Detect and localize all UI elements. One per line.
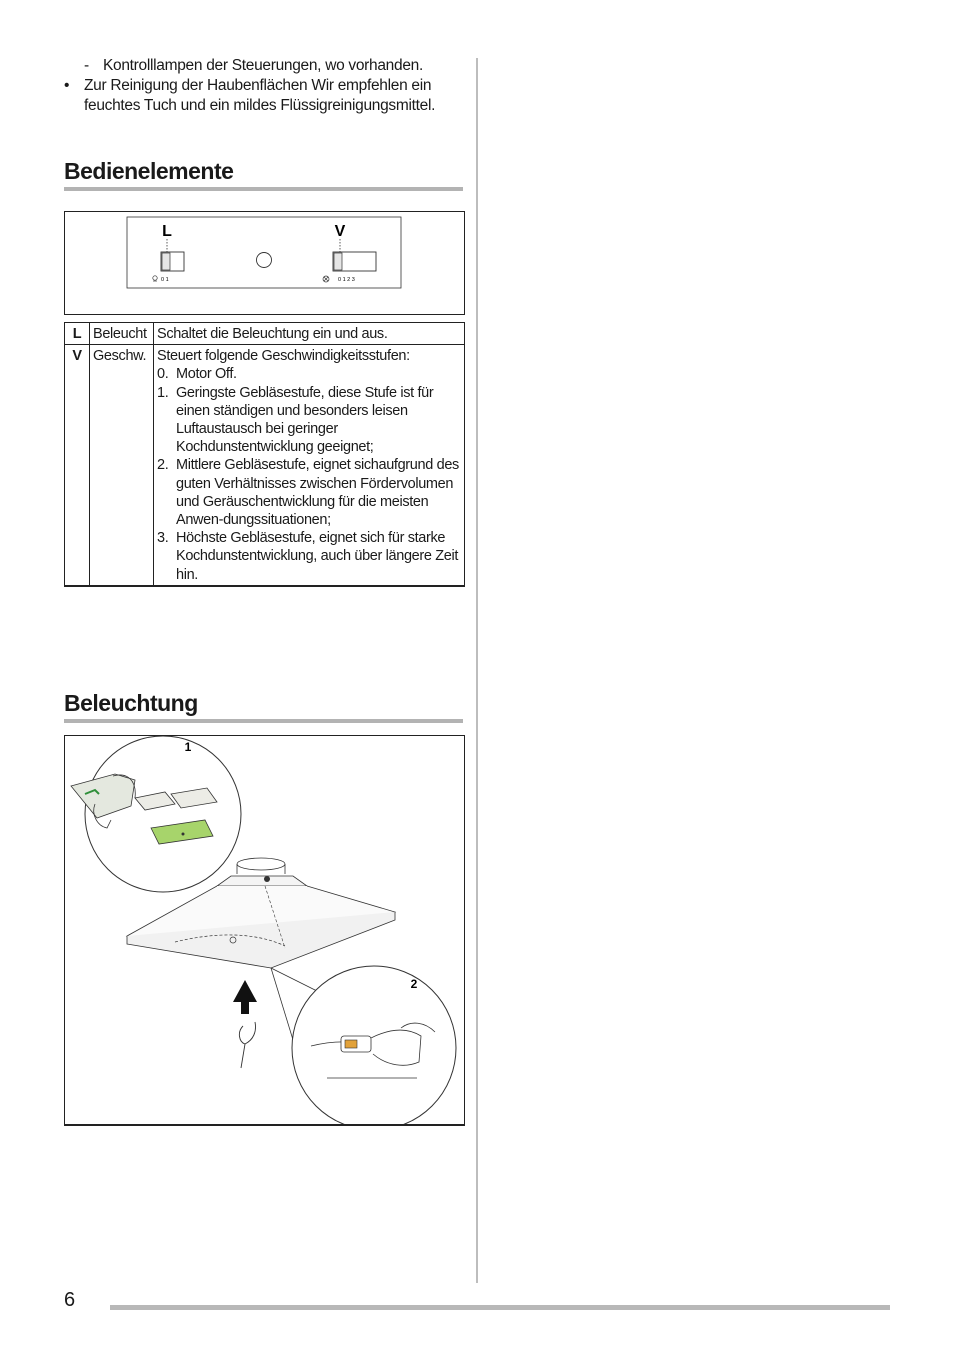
footer-rule [110, 1305, 890, 1310]
dash-marker: - [84, 57, 89, 74]
list-number: 1. [157, 384, 169, 401]
controls-table [64, 322, 465, 587]
list-item [157, 529, 461, 584]
table-name: Geschw. [90, 345, 154, 586]
control-panel-drawing [65, 212, 464, 314]
switch-v-positions: 0 1 2 3 [338, 277, 355, 283]
column-divider [476, 58, 478, 1283]
up-arrow-icon [233, 980, 257, 1014]
table-key: V [65, 345, 90, 586]
indicator-lamp [257, 253, 272, 268]
page-number: 6 [64, 1289, 76, 1311]
list-text: Geringste Gebläsestufe, diese Stufe ist für einen ständigen und besonders leisen Luftaustausch bei geringer Kochdunstentwicklung geeignet; [176, 384, 434, 456]
step-1-label: 1 [184, 740, 192, 754]
table-key: L [65, 323, 90, 345]
dash-list-item [64, 56, 464, 76]
hand-icon [239, 1022, 255, 1068]
table-name: Beleucht [90, 323, 154, 345]
table-description: Schaltet die Beleuchtung ein und aus. [154, 323, 465, 345]
dash-list-text: Kontrolllampen der Steuerungen, wo vorhanden. [103, 57, 423, 74]
list-number: 3. [157, 530, 169, 547]
intro-text [64, 56, 464, 116]
switch-l-positions: 0 1 [161, 277, 169, 283]
bullet-marker: • [64, 77, 70, 94]
list-number: 0. [157, 366, 169, 383]
control-panel-illustration [64, 211, 465, 315]
section-heading-controls: Bedienelemente [64, 158, 463, 191]
detail-circle-1 [71, 736, 241, 892]
list-text: Mittlere Gebläsestufe, eignet sichaufgrund des guten Verhältnisses zwischen Fördervolumen und Geräuschentwicklung für die meisten Anwen-dungssituationen; [176, 457, 459, 529]
step-2-label: 2 [410, 977, 418, 991]
list-item [157, 384, 461, 457]
table-description [154, 345, 465, 586]
lighting-figure [64, 735, 465, 1126]
table-row [65, 345, 465, 586]
speed-intro: Steuert folgende Geschwindigkeitsstufen: [157, 348, 410, 365]
switch-l-knob [162, 253, 170, 270]
list-text: Motor Off. [176, 366, 237, 383]
switch-l-label: L [162, 223, 172, 240]
list-item [157, 365, 461, 383]
bullet-list-text: Zur Reinigung der Haubenflächen Wir empfehlen ein feuchtes Tuch und ein mildes Flüssigreinigungsmittel. [84, 77, 436, 114]
detail-circle-2 [292, 966, 456, 1124]
bullet-list-item [64, 76, 464, 116]
switch-v-label: V [334, 223, 346, 240]
table-row [65, 323, 465, 345]
switch-v-knob [334, 253, 342, 270]
list-text: Höchste Gebläsestufe, eignet sich für starke Kochdunstentwicklung, auch über längere Zeit hin. [176, 530, 459, 583]
list-item [157, 456, 461, 529]
lighting-illustration [65, 736, 464, 1124]
section-heading-lighting: Beleuchtung [64, 690, 463, 723]
list-number: 2. [157, 457, 169, 474]
